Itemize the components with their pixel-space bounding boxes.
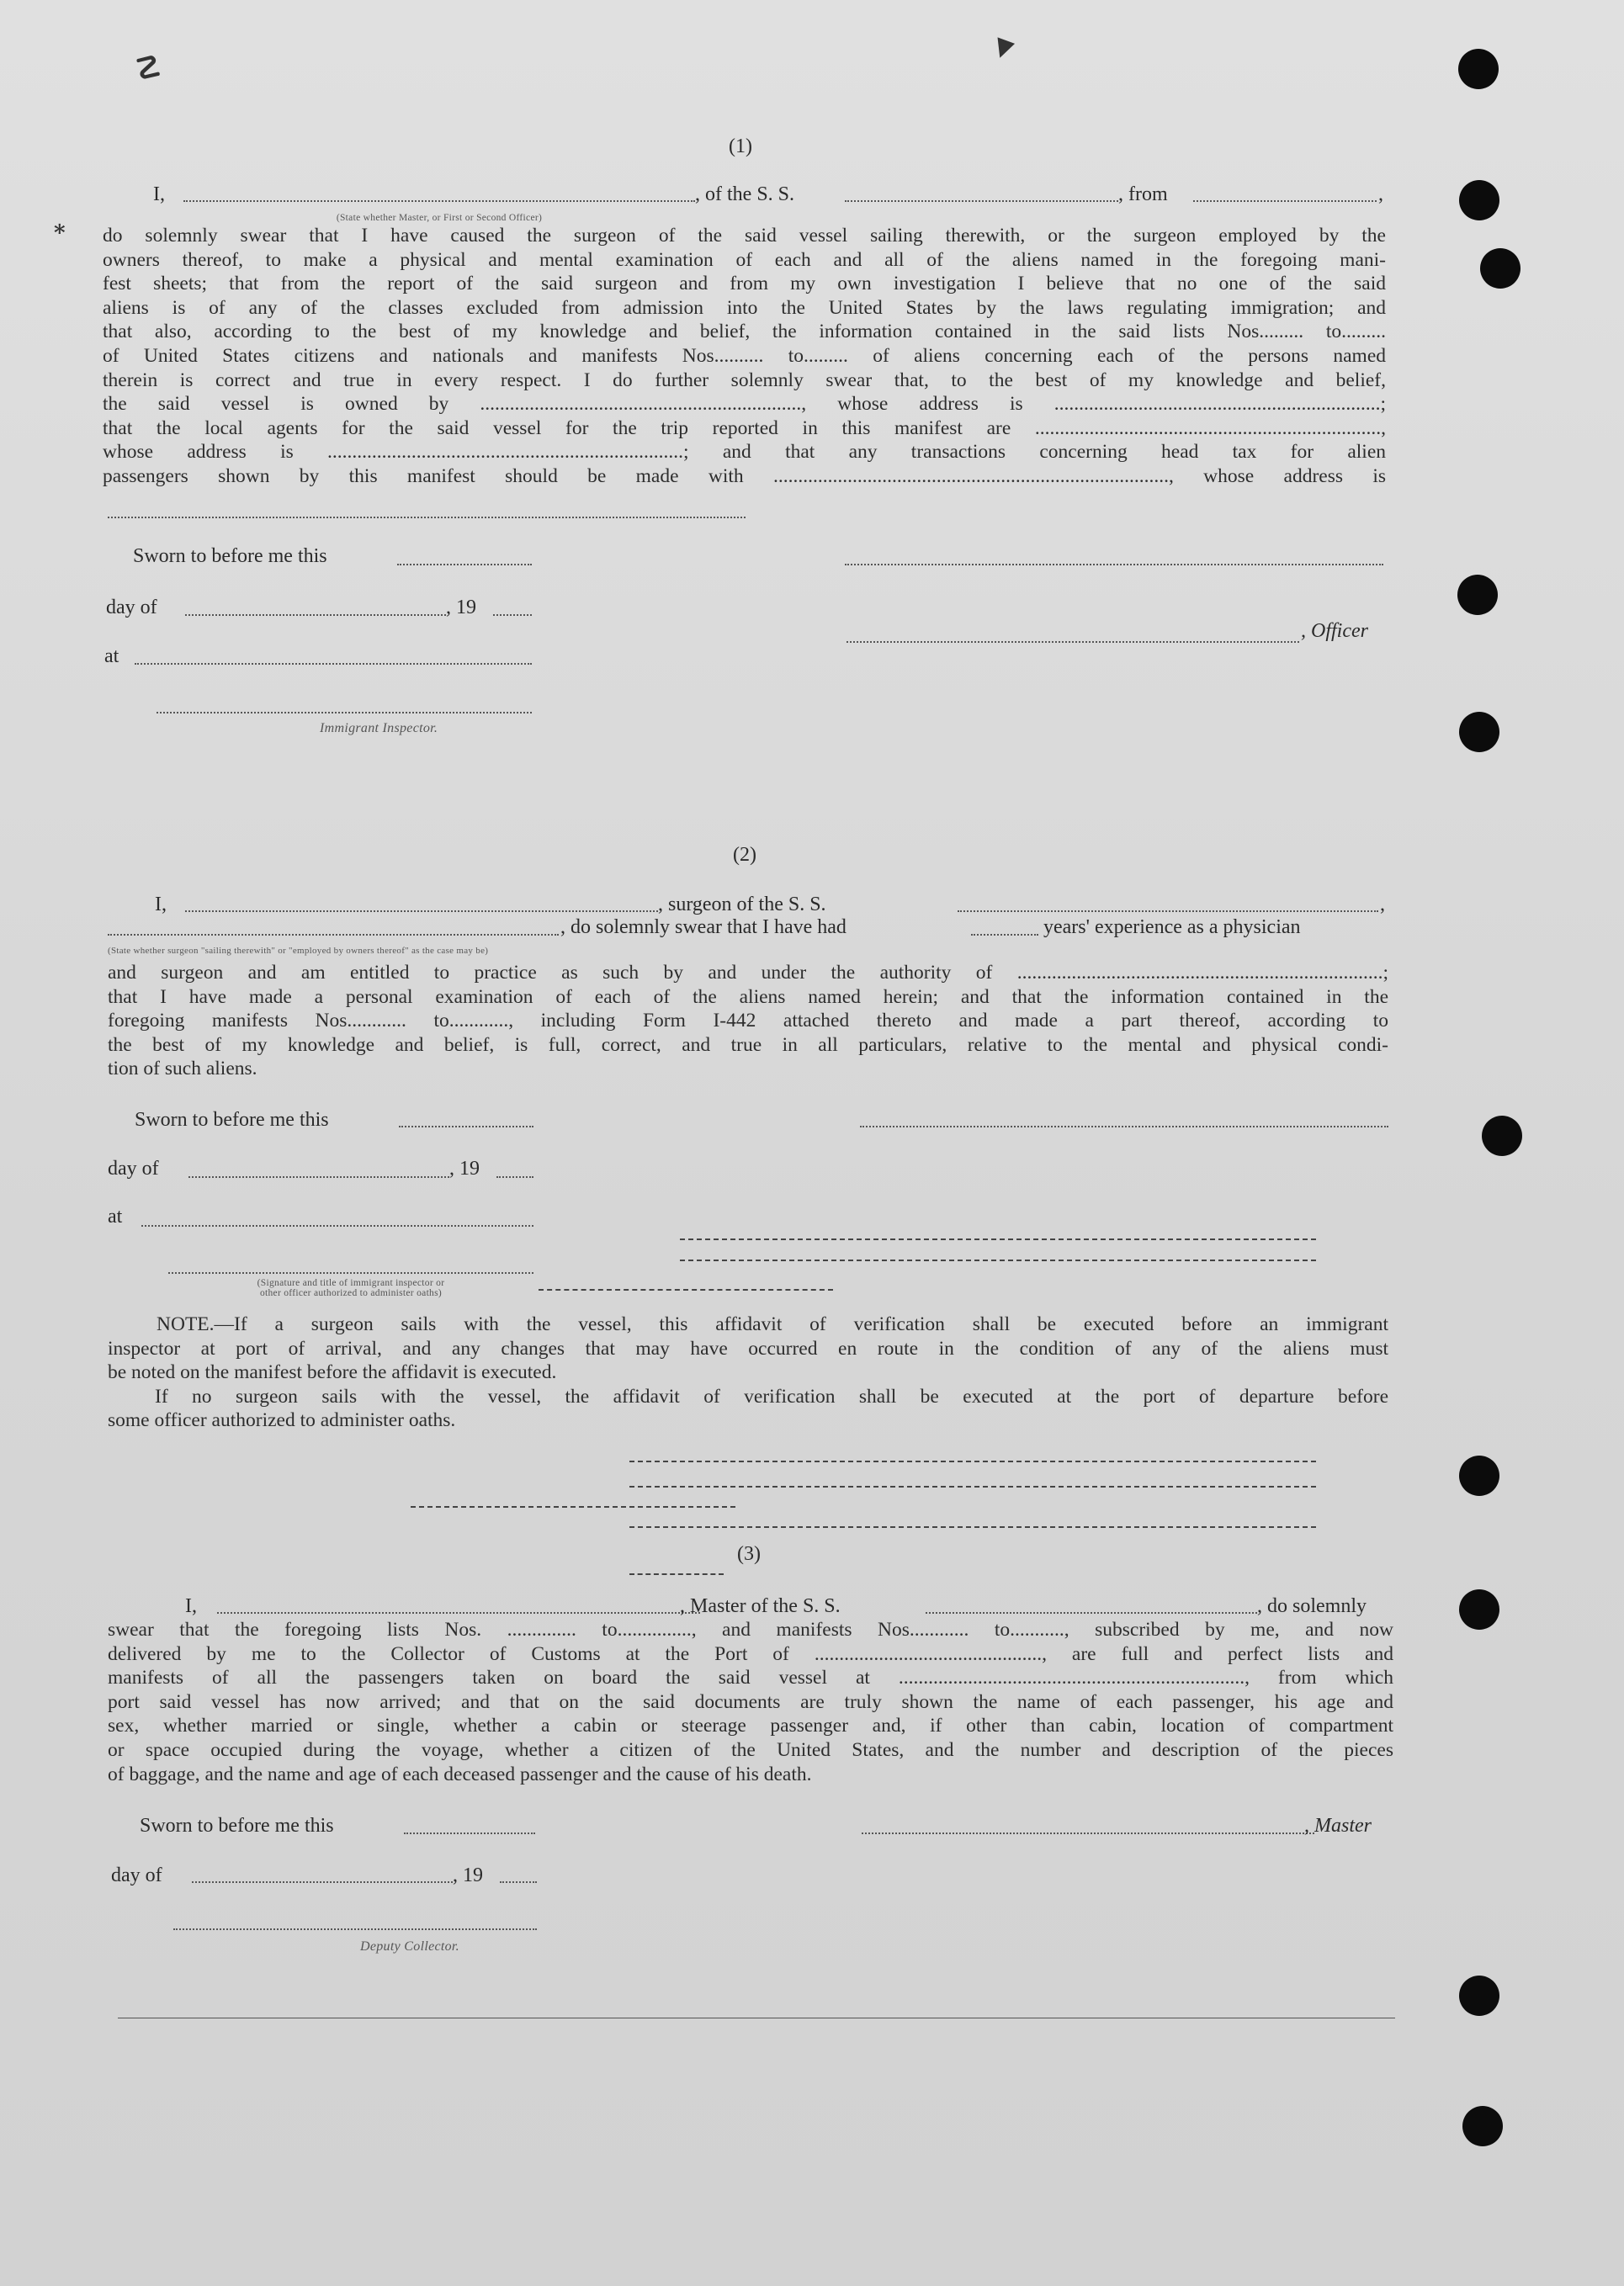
- year-label: , 19: [449, 1158, 480, 1180]
- inspector-signature-field[interactable]: [157, 712, 532, 713]
- vessel-field[interactable]: [958, 910, 1378, 912]
- vessel-field[interactable]: [845, 200, 1118, 202]
- body-line: and surgeon and am entitled to practice as such by and under the authority of ..........................................................................;: [108, 962, 1388, 984]
- vessel-label: , of the S. S.: [695, 183, 795, 205]
- punch-hole: [1459, 1589, 1499, 1630]
- day-field[interactable]: [192, 1881, 453, 1883]
- punch-hole: [1458, 49, 1499, 89]
- punch-hole: [1462, 2106, 1503, 2146]
- body-line: swear that the foregoing lists Nos. .............. to..............., and manifests Nos............ to..........., subscribed by me, and now: [108, 1619, 1393, 1641]
- day-field[interactable]: [185, 614, 446, 616]
- section-number: (1): [729, 135, 752, 157]
- officer-label: , Officer: [1301, 620, 1368, 642]
- sworn-label: Sworn to before me this: [135, 1109, 329, 1131]
- affidavit3-body: [108, 1618, 1393, 1786]
- signature-title-field[interactable]: [168, 1272, 533, 1274]
- at-label: at: [108, 1206, 123, 1228]
- comma: ,: [1380, 894, 1385, 915]
- body-line: or space occupied during the voyage, whether a citizen of the United States, and the number and description of the pieces: [108, 1738, 1393, 1761]
- comma: ,: [1378, 183, 1383, 205]
- intro-i: I,: [153, 183, 165, 205]
- year-label: , 19: [446, 597, 476, 618]
- body-line: whose address is ........................................................................; and that any transactions concerning head tax for alien: [103, 441, 1386, 464]
- at-field[interactable]: [141, 1225, 533, 1227]
- body-line: sex, whether married or single, whether a cabin or steerage passenger and, if other than cabin, location of compartment: [108, 1715, 1393, 1737]
- body-line: foregoing manifests Nos............ to............, including Form I-442 attached thereto and made a part thereof, according to: [108, 1010, 1388, 1032]
- year-field[interactable]: [493, 614, 532, 616]
- inspector-label: Immigrant Inspector.: [320, 721, 438, 735]
- scribble-line: [629, 1526, 1316, 1528]
- day-field[interactable]: [188, 1176, 449, 1178]
- signature-note: (Signature and title of immigrant inspector or: [257, 1278, 445, 1288]
- surgeon-note: (State whether surgeon "sailing therewith" or "employed by owners thereof" as the case may be): [108, 946, 489, 956]
- at-label: at: [104, 645, 119, 667]
- sworn-date-field[interactable]: [404, 1833, 535, 1834]
- punch-hole: [1459, 1456, 1499, 1496]
- body-line: that the local agents for the said vessel for the trip reported in this manifest are ......................................................................,: [103, 416, 1386, 439]
- vessel-field[interactable]: [926, 1612, 1257, 1614]
- body-line: do solemnly swear that I have caused the surgeon of the said vessel sailing therewith, or the surgeon employed by the: [103, 225, 1386, 247]
- surgeon-name-field[interactable]: [185, 910, 658, 912]
- scribble-line: [629, 1461, 1316, 1462]
- officer-note: (State whether Master, or First or Second Officer): [336, 213, 543, 223]
- body-line: of United States citizens and nationals and manifests Nos.......... to......... of aliens concerning each of the persons named: [103, 344, 1386, 367]
- day-of-label: day of: [108, 1158, 159, 1180]
- body-line: manifests of all the passengers taken on board the said vessel at ......................................................................, from which: [108, 1667, 1393, 1689]
- note-line: NOTE.—If a surgeon sails with the vessel, this affidavit of verification shall be executed before an immigrant: [157, 1313, 1388, 1335]
- year-field[interactable]: [496, 1176, 533, 1178]
- blank-line[interactable]: [108, 517, 746, 518]
- scan-mark: ▾: [988, 24, 1020, 70]
- scribble-line: [539, 1289, 833, 1291]
- punch-hole: [1482, 1116, 1522, 1156]
- punch-hole: [1480, 248, 1521, 289]
- year-field[interactable]: [500, 1881, 537, 1883]
- master-sig-label: , Master: [1304, 1815, 1372, 1837]
- body-line: passengers shown by this manifest should be made with ................................................................................, whose address is: [103, 464, 1386, 487]
- surgeon-label: , surgeon of the S. S.: [658, 894, 826, 915]
- years-field[interactable]: [971, 934, 1038, 936]
- do-solemnly-label: , do solemnly: [1257, 1595, 1367, 1617]
- collector-label: Deputy Collector.: [360, 1939, 459, 1954]
- year-label: , 19: [453, 1864, 483, 1886]
- master-label: , Master of the S. S.: [680, 1595, 841, 1617]
- note-line: inspector at port of arrival, and any changes that may have occurred en route in the condition of any of the aliens must: [108, 1337, 1388, 1360]
- body-line: tion of such aliens.: [108, 1058, 257, 1080]
- intro-i: I,: [185, 1595, 197, 1617]
- body-line: the best of my knowledge and belief, is full, correct, and true in all particulars, relative to the mental and physical condi-: [108, 1033, 1388, 1056]
- day-of-label: day of: [106, 597, 157, 618]
- affidavit1-body: [103, 224, 1386, 489]
- body-line: of baggage, and the name and age of each deceased passenger and the cause of his death.: [108, 1763, 812, 1785]
- note-line: some officer authorized to administer oaths.: [108, 1409, 456, 1432]
- intro-i: I,: [155, 894, 167, 915]
- scribble-line: [411, 1506, 735, 1508]
- body-line: therein is correct and true in every respect. I do further solemnly swear that, to the best of my knowledge and belief,: [103, 369, 1386, 391]
- scan-mark: ☡: [135, 51, 162, 85]
- section-number: (2): [733, 844, 756, 866]
- punch-hole: [1457, 575, 1498, 615]
- from-label: , from: [1118, 183, 1168, 205]
- punch-hole: [1459, 712, 1499, 752]
- officer-name-field[interactable]: [183, 200, 695, 202]
- signature-note: other officer authorized to administer oaths): [259, 1288, 443, 1298]
- line2-b: years' experience as a physician: [1043, 916, 1301, 938]
- scribble-line: [680, 1238, 1316, 1240]
- line2-a: , do solemnly swear that I have had: [560, 916, 846, 938]
- note-line: If no surgeon sails with the vessel, the affidavit of verification shall be executed at the port of departure before: [155, 1385, 1388, 1408]
- punch-hole: [1459, 180, 1499, 220]
- sworn-label: Sworn to before me this: [140, 1815, 334, 1837]
- body-line: port said vessel has now arrived; and that on the said documents are truly shown the name of each passenger, his age and: [108, 1690, 1393, 1713]
- body-line: owners thereof, to make a physical and mental examination of each and all of the aliens named in the foregoing mani-: [103, 248, 1386, 271]
- body-line: the said vessel is owned by ................................................................., whose address is ..................................................................;: [103, 393, 1386, 416]
- body-line: delivered by me to the Collector of Customs at the Port of .............................................., are full and perfect lists and: [108, 1642, 1393, 1665]
- officer-signature-field[interactable]: [846, 641, 1299, 643]
- master-name-field[interactable]: [217, 1612, 700, 1614]
- punch-hole: [1459, 1976, 1499, 2016]
- body-line: aliens is of any of the classes excluded from admission into the United States by the laws regulating immigration; and: [103, 296, 1386, 319]
- from-port-field[interactable]: [1193, 200, 1377, 202]
- sworn-date-field[interactable]: [397, 564, 532, 565]
- master-signature-field[interactable]: [862, 1833, 1314, 1834]
- body-line: that I have made a personal examination of each of the aliens named herein; and that the information contained in the: [108, 985, 1388, 1008]
- signature-field[interactable]: [845, 564, 1383, 565]
- body-line: that also, according to the best of my knowledge and belief, the information contained in the said lists Nos......... to.........: [103, 321, 1386, 343]
- note-line: be noted on the manifest before the affidavit is executed.: [108, 1361, 557, 1384]
- sworn-date-field[interactable]: [399, 1126, 533, 1127]
- scribble-line: [629, 1573, 724, 1575]
- sworn-label: Sworn to before me this: [133, 545, 327, 567]
- note-block: [108, 1313, 1388, 1433]
- scan-mark: ⁎: [54, 215, 66, 239]
- collector-signature-field[interactable]: [173, 1928, 537, 1930]
- section-number: (3): [737, 1543, 761, 1565]
- surgeon-type-field[interactable]: [108, 934, 559, 936]
- scribble-line: [629, 1486, 1316, 1488]
- at-field[interactable]: [135, 663, 532, 665]
- scribble-line: [680, 1260, 1316, 1261]
- day-of-label: day of: [111, 1864, 162, 1886]
- affidavit2-body: [108, 961, 1388, 1081]
- body-line: fest sheets; that from the report of the said surgeon and from my own investigation I believe that no one of the said: [103, 273, 1386, 295]
- signature-field[interactable]: [860, 1126, 1388, 1127]
